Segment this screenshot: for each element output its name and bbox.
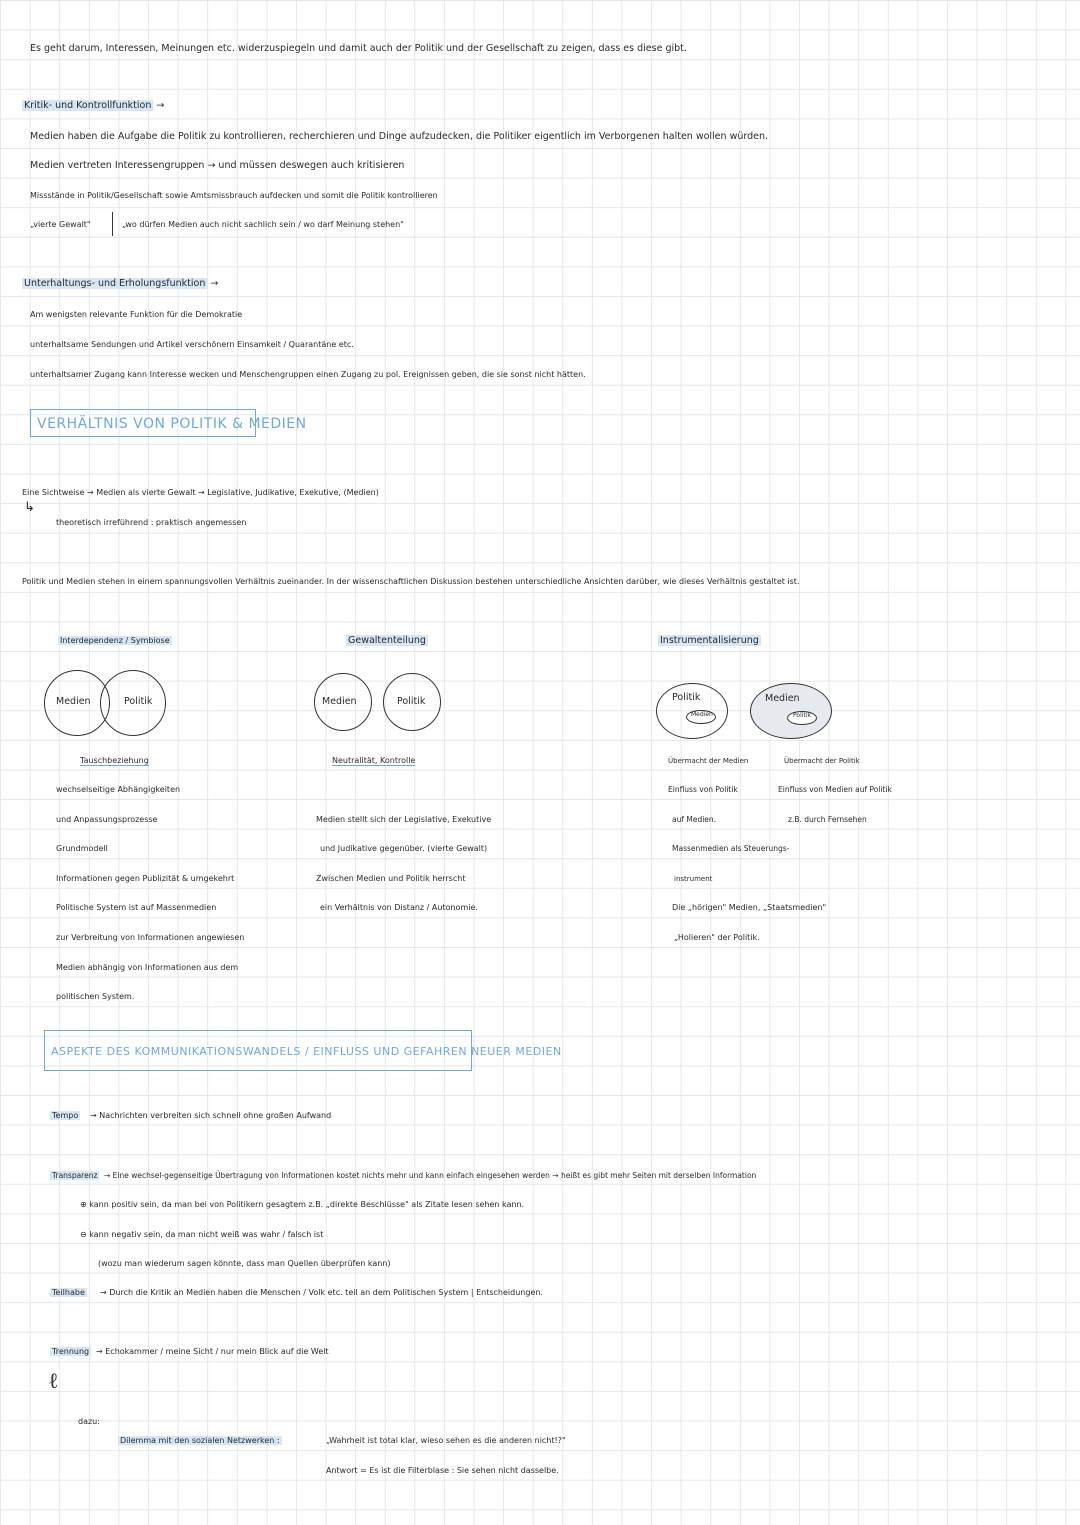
trennung-text: → Echokammer / meine Sicht / nur mein Blick auf die Welt (96, 1347, 329, 1356)
instrument-left-line-3: Massenmedien als Steuerungs- (672, 844, 790, 853)
teilhabe-text: → Durch die Kritik an Medien haben die Menschen / Volk etc. teil an dem Politischen System | Entscheidungen. (100, 1288, 543, 1297)
instrument-right-line-2: z.B. durch Fernsehen (788, 815, 867, 824)
interdependenz-subtitle-label: Tauschbeziehung (80, 756, 149, 765)
gewaltenteilung-title-label: Gewaltenteilung (348, 635, 426, 646)
dazu-label: dazu: (78, 1417, 100, 1426)
gewaltenteilung-line-4: ein Verhältnis von Distanz / Autonomie. (320, 903, 478, 912)
instrument-left-line-6: „Holieren" der Politik. (674, 933, 760, 942)
interdependenz-title-label: Interdependenz / Symbiose (60, 636, 170, 645)
sichtweise-text: Eine Sichtweise → Medien als vierte Gewalt → Legislative, Judikative, Exekutive, (Medien) (22, 488, 379, 497)
interdependenz-subtitle (80, 755, 149, 767)
politik-circle-label: Politik (124, 696, 153, 707)
divider-line (112, 212, 113, 236)
gewaltenteilung-subtitle (332, 755, 415, 767)
unterhaltung-heading-label: Unterhaltungs- und Erholungsfunktion (24, 278, 206, 289)
instrument-title-label: Instrumentalisierung (660, 635, 759, 646)
gewaltenteilung-line-1: Medien stellt sich der Legislative, Exekutive (316, 815, 492, 824)
politik-circle-label: Politik (397, 696, 426, 707)
gewaltenteilung-subtitle-label: Neutralität, Kontrolle (332, 756, 416, 765)
gewaltenteilung-line-3: Zwischen Medien und Politik herrscht (316, 874, 466, 883)
aspekte-title: ASPEKTE DES KOMMUNIKATIONSWANDELS / EINFLUSS UND GEFAHREN NEUER MEDIEN (44, 1030, 472, 1071)
transparenz-plus: ⊕ kann positiv sein, da man bei von Politikern gesagtem z.B. „direkte Beschlüsse" als Zitate lesen sehen kann. (80, 1200, 525, 1209)
curved-arrow-icon: ↳ (24, 500, 35, 515)
arrow-icon: → (210, 278, 219, 289)
kritik-line-2: Medien vertreten Interessengruppen → und müssen deswegen auch kritisieren (30, 160, 405, 171)
dilemma-label-text: Dilemma mit den sozialen Netzwerken : (120, 1436, 280, 1445)
teilhabe-label (50, 1287, 87, 1299)
kritik-line-3: Missstände in Politik/Gesellschaft sowie Amtsmissbrauch aufdecken und somit die Politik kontrollieren (30, 191, 438, 200)
interdependenz-line-7: Medien abhängig von Informationen aus dem (56, 963, 239, 972)
interdependenz-line-2: und Anpassungsprozesse (56, 815, 158, 824)
transparenz-label (50, 1170, 99, 1182)
transparenz-text: → Eine wechsel-gegenseitige Übertragung von Informationen kostet nichts mehr und kann einfach eingesehen werden → heißt es gibt mehr Seiten mit derselben Information (104, 1171, 757, 1180)
unterhaltung-line-3: unterhaltsamer Zugang kann Interesse wecken und Menschengruppen einen Zugang zu pol. Ereignissen geben, die sie sonst nicht hätten. (30, 370, 586, 379)
instrument-right-subtitle: Übermacht der Politik (784, 757, 860, 765)
medien-ellipse (750, 683, 832, 739)
transparenz-wozu: (wozu man wiederum sagen könnte, dass man Quellen überprüfen kann) (98, 1259, 391, 1268)
interdependenz-line-6: zur Verbreitung von Informationen angewiesen (56, 933, 245, 942)
unterhaltung-line-2: unterhaltsame Sendungen und Artikel verschönern Einsamkeit / Quarantäne etc. (30, 340, 354, 349)
kritik-heading (22, 100, 164, 112)
vierte-gewalt: „vierte Gewalt" (30, 220, 91, 229)
interdependenz-line-5: Politische System ist auf Massenmedien (56, 903, 217, 912)
arrow-icon: → (156, 100, 165, 111)
intro-text: Es geht darum, Interessen, Meinungen etc. widerzuspiegeln und damit auch der Politik und der Gesellschaft zu zeigen, dass es diese gibt. (30, 43, 687, 54)
unterhaltung-line-1: Am wenigsten relevante Funktion für die Demokratie (30, 310, 243, 319)
dilemma-label (118, 1435, 282, 1447)
transparenz-minus: ⊖ kann negativ sein, da man nicht weiß was wahr / falsch ist (80, 1230, 324, 1239)
interdependenz-line-1: wechselseitige Abhängigkeiten (56, 785, 181, 794)
instrument-left-line-1: Einfluss von Politik (668, 785, 738, 794)
instrument-left-subtitle: Übermacht der Medien (668, 757, 749, 765)
theorie-text: theoretisch irreführend : praktisch angemessen (56, 518, 247, 527)
verhaeltnis-title: VERHÄLTNIS VON POLITIK & MEDIEN (30, 409, 256, 437)
instrument-right-line-1: Einfluss von Medien auf Politik (778, 785, 892, 794)
kritik-line-1: Medien haben die Aufgabe die Politik zu kontrollieren, recherchieren und Dinge aufzudecken, die Politiker eigentlich im Verborgenen halten wollen würden. (30, 131, 769, 142)
instrument-left-line-5: Die „hörigen" Medien, „Staatsmedien" (672, 903, 827, 912)
gewaltenteilung-line-2: und Judikative gegenüber. (vierte Gewalt) (320, 844, 488, 853)
interdependenz-line-4: Informationen gegen Publizität & umgekehrt (56, 874, 235, 883)
instrument-title (658, 635, 761, 647)
spannung-text: Politik und Medien stehen in einem spannungsvollen Verhältnis zueinander. In der wissenschaftlichen Diskussion bestehen unterschiedliche Ansichten darüber, wie dieses Verhältnis gestaltet ist. (22, 577, 800, 586)
interdependenz-title (58, 635, 172, 647)
politik-ellipse-label: Politik (672, 692, 701, 703)
dilemma-quote: „Wahrheit ist total klar, wieso sehen es die anderen nicht!?" (326, 1436, 566, 1445)
medien-inner-label: Medien (691, 711, 713, 718)
medien-circle-label: Medien (322, 696, 357, 707)
transparenz-label-text: Transparenz (52, 1171, 98, 1180)
hook-arrow-icon: ℓ (48, 1369, 59, 1394)
trennung-label (50, 1346, 91, 1358)
trennung-label-text: Trennung (52, 1347, 90, 1356)
kritik-heading-label: Kritik- und Kontrollfunktion (24, 100, 152, 111)
unterhaltung-heading (22, 278, 218, 290)
gewaltenteilung-title (346, 635, 428, 647)
tempo-text: → Nachrichten verbreiten sich schnell ohne großen Aufwand (90, 1111, 332, 1120)
tempo-label-text: Tempo (52, 1111, 79, 1120)
instrument-left-line-4: instrument (674, 875, 713, 883)
tempo-label (50, 1110, 80, 1122)
antwort-text: Antwort = Es ist die Filterblase : Sie sehen nicht dasselbe. (326, 1466, 559, 1475)
interdependenz-line-3: Grundmodell (56, 844, 108, 853)
medien-ellipse-label: Medien (765, 693, 800, 704)
interdependenz-line-8: politischen System. (56, 992, 135, 1001)
medien-circle-label: Medien (56, 696, 91, 707)
instrument-left-line-2: auf Medien. (672, 815, 717, 824)
teilhabe-label-text: Teilhabe (52, 1288, 85, 1297)
vierte-gewalt-note: „wo dürfen Medien auch nicht sachlich sein / wo darf Meinung stehen" (122, 220, 404, 229)
politik-inner-label: Politik (793, 712, 811, 719)
